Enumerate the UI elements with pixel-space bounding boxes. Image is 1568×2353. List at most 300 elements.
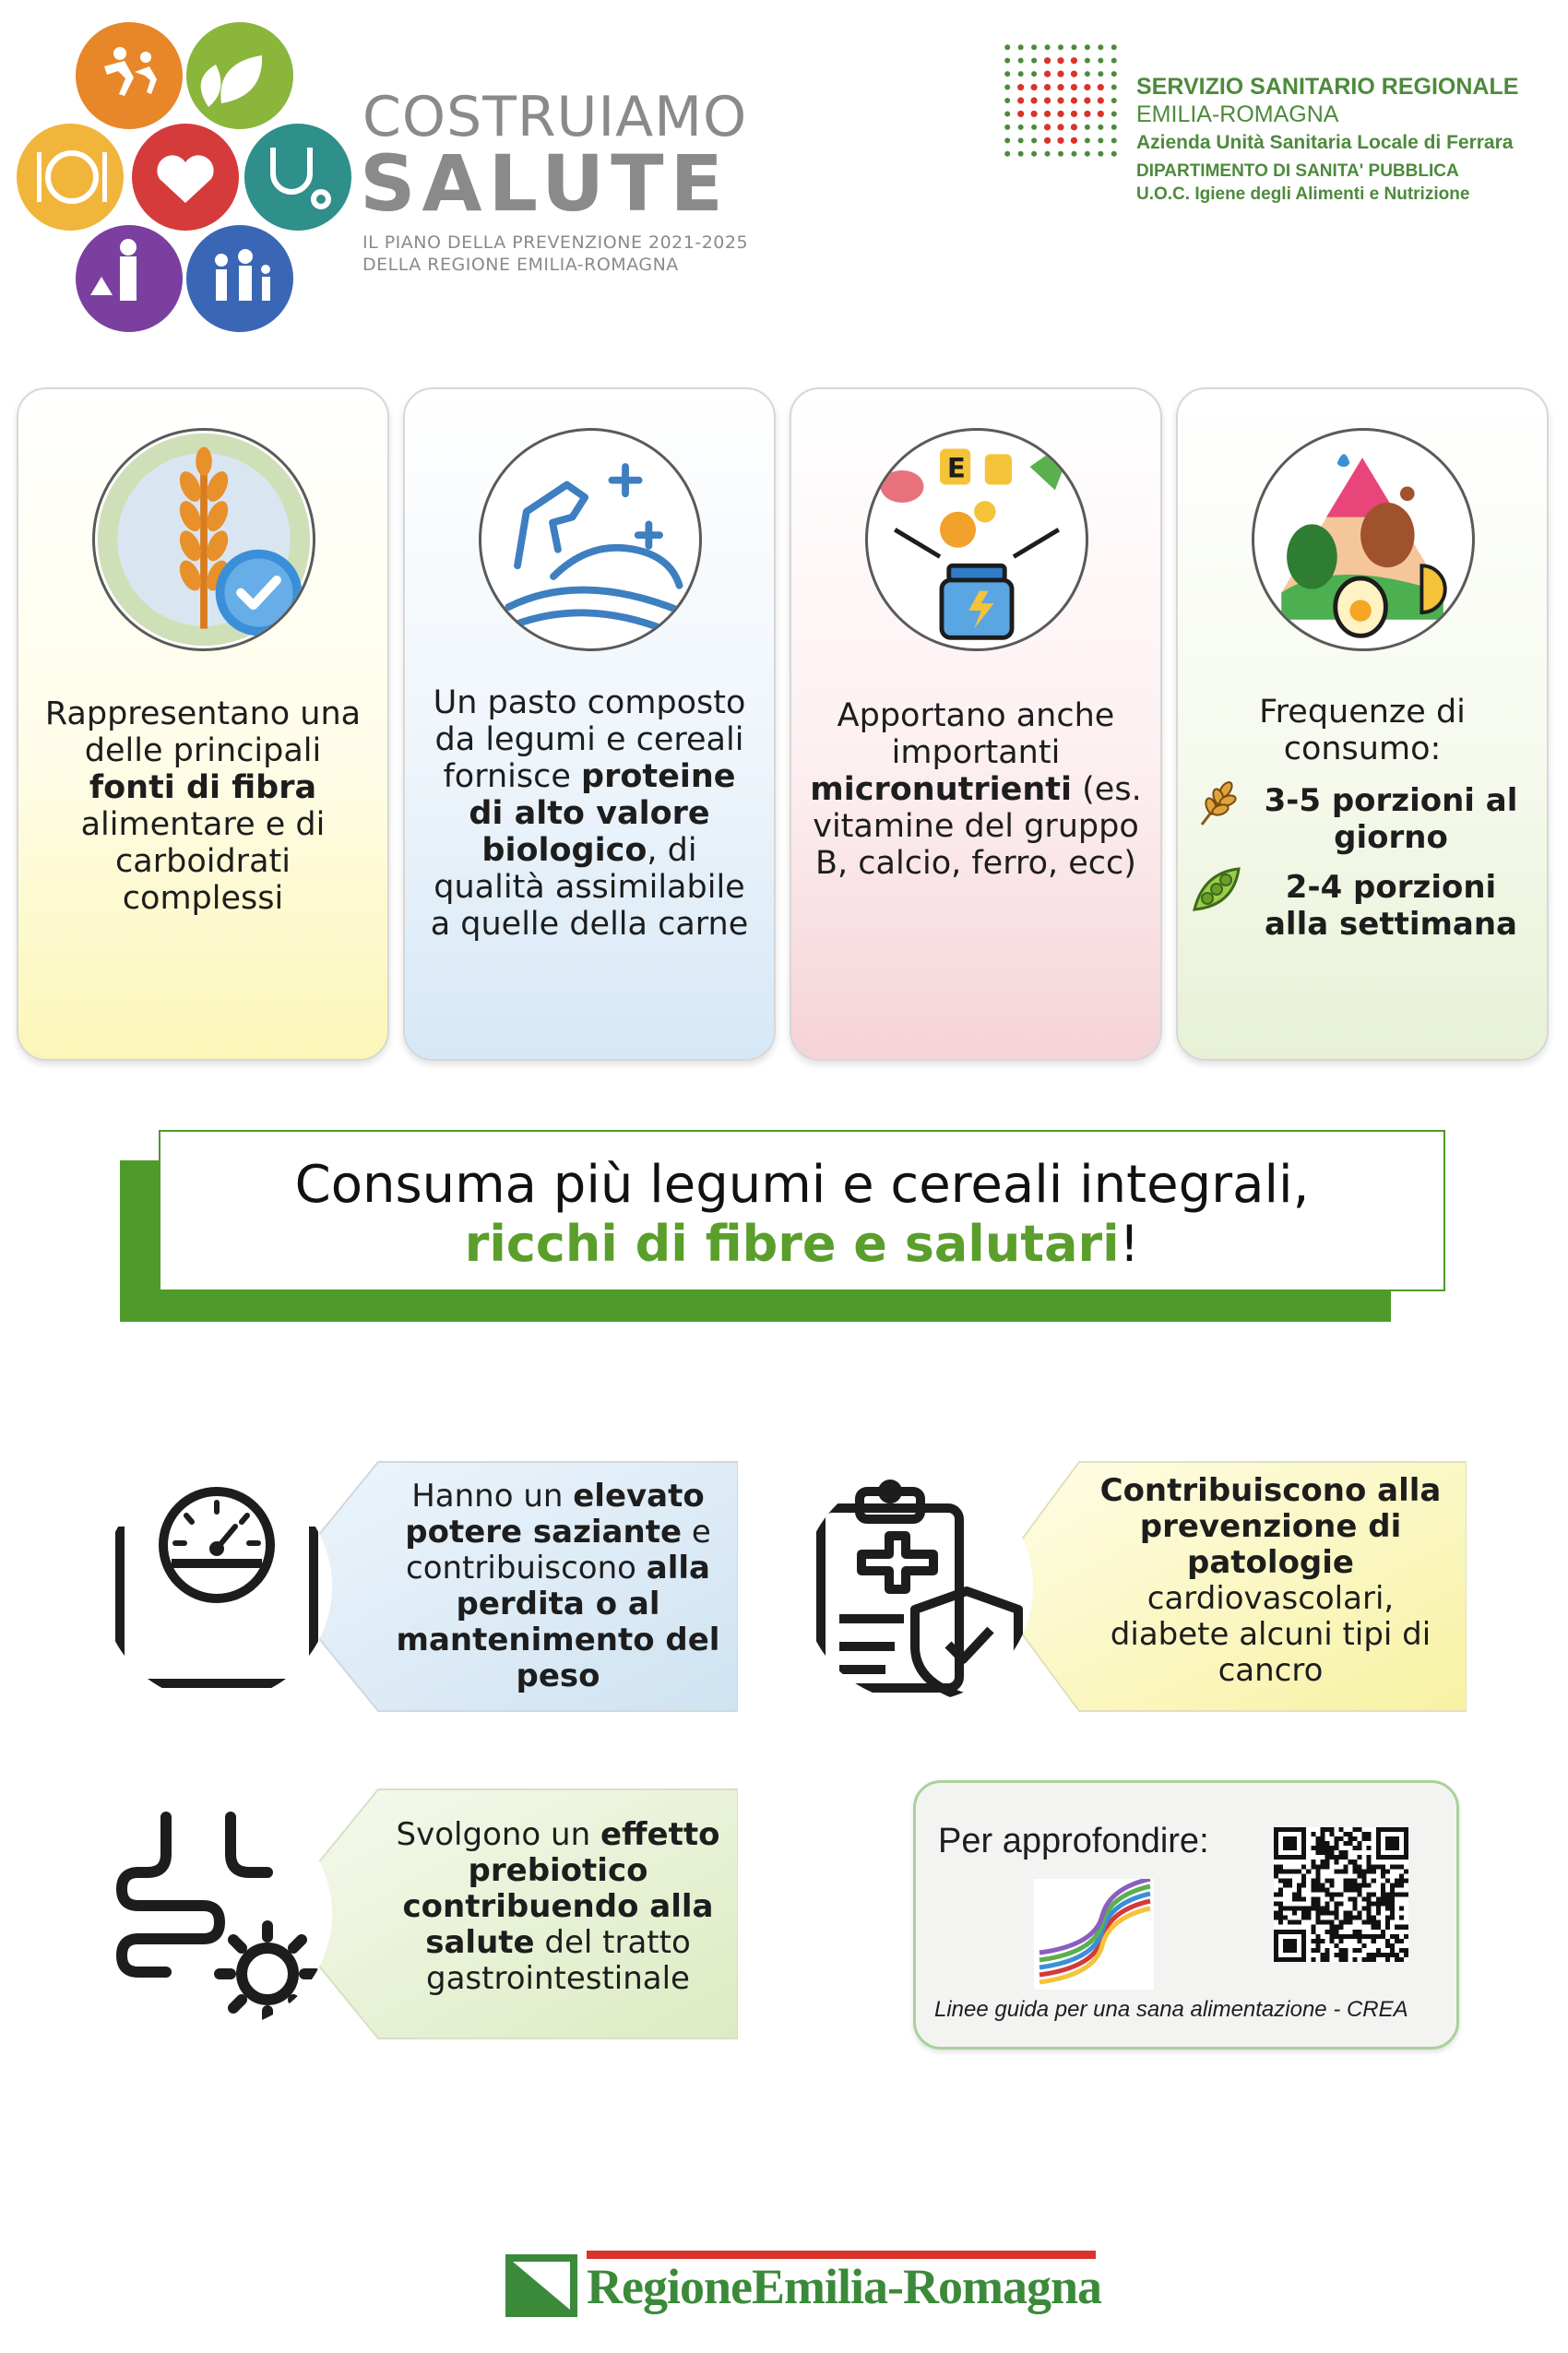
ssr-dot	[1084, 111, 1090, 117]
costruiamo-salute-logo-icon	[17, 18, 367, 332]
qr-module	[1278, 1920, 1283, 1925]
qr-module	[1385, 1916, 1390, 1920]
svg-text:E: E	[946, 452, 966, 484]
qr-module	[1292, 1892, 1297, 1896]
qr-module	[1344, 1878, 1348, 1883]
ssr-line4: DIPARTIMENTO DI SANITA' PUBBLICA	[1136, 161, 1459, 181]
qr-module	[1324, 1953, 1329, 1957]
qr-module	[1315, 1887, 1320, 1892]
qr-code-icon[interactable]	[1274, 1827, 1408, 1962]
qr-module	[1278, 1864, 1283, 1869]
qr-module	[1385, 1897, 1390, 1902]
qr-module	[1283, 1916, 1288, 1920]
card-fibre-text: Rappresentano una delle principali fonti di fibra alimentare e di carboidrati complessi	[44, 695, 362, 917]
ssr-dot	[1071, 44, 1076, 50]
ssr-dot	[1071, 124, 1077, 130]
qr-module	[1324, 1911, 1329, 1916]
ssr-dot	[1057, 111, 1063, 117]
qr-module	[1390, 1887, 1395, 1892]
qr-module	[1315, 1948, 1320, 1953]
qr-module	[1311, 1878, 1315, 1883]
qr-module	[1334, 1930, 1338, 1934]
qr-module	[1344, 1916, 1348, 1920]
qr-module	[1311, 1864, 1315, 1869]
qr-module	[1390, 1953, 1395, 1957]
qr-module	[1292, 1907, 1297, 1911]
qr-module	[1283, 1883, 1288, 1887]
qr-module	[1395, 1939, 1399, 1943]
qr-module	[1381, 1864, 1385, 1869]
qr-module	[1358, 1883, 1362, 1887]
qr-module	[1353, 1902, 1358, 1907]
ssr-dot	[1111, 137, 1117, 143]
qr-module	[1338, 1902, 1343, 1907]
ssr-dot	[1057, 124, 1063, 130]
qr-module	[1390, 1883, 1395, 1887]
ssr-dot	[1111, 85, 1117, 90]
ssr-dot	[1031, 97, 1038, 103]
ssr-dot	[1071, 57, 1077, 64]
ssr-dot	[1031, 71, 1037, 77]
qr-module	[1315, 1911, 1320, 1916]
qr-module	[1301, 1907, 1306, 1911]
brand-title-line2: SALUTE	[360, 138, 730, 229]
qr-module	[1390, 1934, 1395, 1939]
ssr-dot	[1111, 71, 1117, 77]
qr-module	[1324, 1920, 1329, 1925]
qr-module	[1348, 1887, 1353, 1892]
qr-module	[1320, 1864, 1324, 1869]
more-info-title: Per approfondire:	[938, 1822, 1209, 1860]
freq-legumes-text: 2-4 porzioni alla settimana	[1264, 869, 1517, 943]
qr-module	[1334, 1934, 1338, 1939]
qr-module	[1390, 1916, 1395, 1920]
qr-module	[1301, 1883, 1306, 1887]
qr-module	[1399, 1892, 1404, 1896]
qr-module	[1344, 1841, 1348, 1846]
qr-module	[1338, 1957, 1343, 1962]
ssr-line3: Azienda Unità Sanitaria Locale di Ferrara	[1136, 132, 1514, 153]
qr-module	[1372, 1957, 1376, 1962]
qr-module	[1301, 1878, 1306, 1883]
qr-module	[1329, 1878, 1334, 1883]
ssr-dot	[1031, 151, 1037, 157]
ssr-dot	[1085, 44, 1090, 50]
qr-module	[1358, 1939, 1362, 1943]
card-frequency-title: Frequenze di consumo:	[1259, 694, 1466, 767]
qr-module	[1320, 1907, 1324, 1911]
ssr-dot	[1004, 44, 1010, 50]
qr-module	[1306, 1916, 1311, 1920]
freq-cereals-text: 3-5 porzioni al giorno	[1264, 782, 1518, 856]
ssr-dot	[1111, 44, 1117, 50]
qr-module	[1358, 1916, 1362, 1920]
qr-module	[1353, 1957, 1358, 1962]
qr-module	[1324, 1907, 1329, 1911]
qr-module	[1274, 1916, 1278, 1920]
qr-module	[1315, 1864, 1320, 1869]
qr-module	[1324, 1846, 1329, 1850]
qr-module	[1344, 1850, 1348, 1855]
ssr-dot	[1098, 84, 1104, 90]
qr-module	[1381, 1887, 1385, 1892]
qr-module	[1404, 1878, 1408, 1883]
qr-module	[1367, 1846, 1372, 1850]
qr-module	[1320, 1883, 1324, 1887]
qr-module	[1297, 1897, 1301, 1902]
qr-module	[1362, 1836, 1367, 1841]
qr-module	[1381, 1873, 1385, 1878]
qr-module	[1334, 1869, 1338, 1873]
ssr-dot	[1084, 97, 1090, 103]
qr-module	[1334, 1907, 1338, 1911]
qr-module	[1344, 1911, 1348, 1916]
banner-line2-highlight: ricchi di fibre e salutari	[464, 1215, 1120, 1273]
qr-module	[1324, 1892, 1329, 1896]
qr-module	[1338, 1948, 1343, 1953]
qr-module	[1320, 1827, 1324, 1832]
qr-module	[1338, 1836, 1343, 1841]
qr-module	[1395, 1925, 1399, 1930]
benefit-prevention	[802, 1453, 1467, 1720]
brand-subtitle-line1: IL PIANO DELLA PREVENZIONE 2021-2025	[362, 232, 749, 253]
qr-module	[1385, 1878, 1390, 1883]
qr-module	[1315, 1943, 1320, 1948]
qr-module	[1381, 1953, 1385, 1957]
qr-module	[1395, 1934, 1399, 1939]
ssr-dot	[1031, 44, 1037, 50]
qr-module	[1334, 1841, 1338, 1846]
main-message-banner	[159, 1130, 1445, 1291]
qr-module	[1324, 1850, 1329, 1855]
qr-module	[1329, 1934, 1334, 1939]
qr-module	[1315, 1841, 1320, 1846]
ssr-dot	[1031, 111, 1038, 117]
qr-module	[1344, 1953, 1348, 1957]
qr-module	[1324, 1841, 1329, 1846]
qr-module	[1334, 1916, 1338, 1920]
qr-finder-module	[1283, 1939, 1297, 1953]
qr-module	[1315, 1902, 1320, 1907]
qr-module	[1315, 1873, 1320, 1878]
qr-module	[1288, 1869, 1292, 1873]
qr-module	[1288, 1883, 1292, 1887]
qr-module	[1404, 1934, 1408, 1939]
benefit-weight	[101, 1453, 738, 1720]
qr-module	[1399, 1873, 1404, 1878]
qr-module	[1283, 1878, 1288, 1883]
qr-module	[1324, 1902, 1329, 1907]
card-micronutrients-text: Apportano anche importanti micronutrienti (es. vitamine del gruppo B, calcio, ferro, ecc)	[810, 697, 1142, 882]
banner-line1: Consuma più legumi e cereali integrali,	[294, 1155, 1310, 1215]
qr-module	[1372, 1916, 1376, 1920]
qr-module	[1376, 1925, 1381, 1930]
ssr-dot	[1071, 84, 1077, 90]
banner-line2	[160, 1215, 1443, 1274]
qr-module	[1358, 1934, 1362, 1939]
qr-module	[1344, 1855, 1348, 1860]
qr-module	[1311, 1832, 1315, 1836]
qr-module	[1381, 1892, 1385, 1896]
qr-module	[1353, 1869, 1358, 1873]
qr-module	[1315, 1939, 1320, 1943]
qr-module	[1404, 1869, 1408, 1873]
qr-module	[1320, 1836, 1324, 1841]
qr-module	[1274, 1911, 1278, 1916]
qr-module	[1385, 1925, 1390, 1930]
food-pyramid-icon	[1252, 428, 1475, 651]
qr-module	[1404, 1925, 1408, 1930]
qr-module	[1367, 1934, 1372, 1939]
ssr-dot	[1044, 57, 1051, 64]
ssr-dot	[1058, 44, 1063, 50]
ssr-dot	[1111, 58, 1117, 64]
ssr-dot	[1111, 98, 1117, 103]
qr-module	[1367, 1860, 1372, 1864]
qr-module	[1353, 1846, 1358, 1850]
qr-module	[1306, 1869, 1311, 1873]
qr-module	[1376, 1948, 1381, 1953]
ssr-dot	[1018, 71, 1024, 77]
qr-module	[1329, 1832, 1334, 1836]
qr-module	[1367, 1916, 1372, 1920]
qr-module	[1278, 1907, 1283, 1911]
ssr-dot	[1044, 71, 1051, 77]
ssr-dot	[1098, 125, 1103, 130]
qr-module	[1338, 1939, 1343, 1943]
guidelines-cover-image-icon[interactable]	[1034, 1879, 1154, 1990]
qr-module	[1301, 1897, 1306, 1902]
qr-module	[1390, 1943, 1395, 1948]
qr-finder-module	[1385, 1836, 1399, 1850]
qr-module	[1348, 1860, 1353, 1864]
qr-module	[1320, 1860, 1324, 1864]
qr-module	[1311, 1860, 1315, 1864]
qr-module	[1320, 1957, 1324, 1962]
qr-module	[1344, 1920, 1348, 1925]
qr-module	[1385, 1943, 1390, 1948]
more-info-caption: Linee guida per una sana alimentazione - CREA	[934, 1997, 1408, 2022]
qr-module	[1329, 1827, 1334, 1832]
ssr-dot	[1111, 125, 1117, 130]
qr-module	[1301, 1911, 1306, 1916]
qr-module	[1311, 1907, 1315, 1911]
qr-module	[1390, 1864, 1395, 1869]
qr-module	[1301, 1873, 1306, 1878]
qr-module	[1311, 1883, 1315, 1887]
qr-module	[1376, 1953, 1381, 1957]
qr-module	[1395, 1878, 1399, 1883]
qr-module	[1399, 1916, 1404, 1920]
card-proteins-text: Un pasto composto da legumi e cereali fornisce proteine di alto valore biologico, di qualità assimilabile a quelle della carne	[430, 684, 749, 943]
qr-module	[1334, 1911, 1338, 1916]
qr-module	[1395, 1864, 1399, 1869]
qr-module	[1324, 1930, 1329, 1934]
ssr-dot	[1018, 125, 1024, 130]
qr-module	[1353, 1916, 1358, 1920]
ssr-dot	[1085, 125, 1090, 130]
qr-module	[1390, 1902, 1395, 1907]
qr-module	[1348, 1832, 1353, 1836]
ssr-dot	[1017, 84, 1024, 90]
qr-module	[1353, 1883, 1358, 1887]
qr-module	[1278, 1869, 1283, 1873]
qr-module	[1334, 1953, 1338, 1957]
qr-module	[1311, 1846, 1315, 1850]
qr-module	[1381, 1934, 1385, 1939]
qr-module	[1329, 1911, 1334, 1916]
qr-module	[1283, 1869, 1288, 1873]
qr-module	[1372, 1920, 1376, 1925]
qr-module	[1372, 1878, 1376, 1883]
qr-module	[1353, 1827, 1358, 1832]
qr-module	[1324, 1864, 1329, 1869]
qr-module	[1367, 1836, 1372, 1841]
qr-module	[1353, 1864, 1358, 1869]
qr-module	[1324, 1827, 1329, 1832]
qr-module	[1278, 1911, 1283, 1916]
qr-module	[1348, 1911, 1353, 1916]
qr-module	[1348, 1883, 1353, 1887]
qr-module	[1278, 1892, 1283, 1896]
qr-module	[1288, 1878, 1292, 1883]
clipboard-shield-icon	[802, 1471, 1033, 1702]
qr-module	[1320, 1953, 1324, 1957]
qr-module	[1324, 1878, 1329, 1883]
qr-module	[1353, 1897, 1358, 1902]
card-proteins	[403, 387, 776, 1061]
ssr-dot	[1071, 137, 1077, 144]
qr-module	[1399, 1878, 1404, 1883]
qr-module	[1390, 1948, 1395, 1953]
qr-module	[1358, 1887, 1362, 1892]
ssr-line2: EMILIA-ROMAGNA	[1136, 101, 1339, 127]
qr-module	[1329, 1930, 1334, 1934]
qr-module	[1390, 1911, 1395, 1916]
ssr-dot	[1004, 111, 1010, 116]
qr-module	[1329, 1925, 1334, 1930]
qr-module	[1274, 1902, 1278, 1907]
qr-module	[1362, 1878, 1367, 1883]
qr-module	[1288, 1907, 1292, 1911]
qr-module	[1381, 1883, 1385, 1887]
qr-module	[1348, 1836, 1353, 1841]
qr-module	[1376, 1911, 1381, 1916]
qr-module	[1338, 1925, 1343, 1930]
ssr-dot	[1031, 58, 1037, 64]
qr-finder-module	[1283, 1836, 1297, 1850]
qr-module	[1376, 1902, 1381, 1907]
ssr-dot	[1085, 137, 1090, 143]
qr-module	[1358, 1873, 1362, 1878]
qr-module	[1324, 1948, 1329, 1953]
qr-module	[1324, 1855, 1329, 1860]
ssr-dot	[1044, 124, 1051, 130]
qr-module	[1348, 1841, 1353, 1846]
card-frequency	[1176, 387, 1549, 1061]
qr-module	[1320, 1832, 1324, 1836]
ssr-dot	[1071, 111, 1077, 117]
ssr-dot	[1098, 71, 1103, 77]
qr-module	[1362, 1943, 1367, 1948]
qr-module	[1274, 1873, 1278, 1878]
ssr-dot	[1004, 58, 1010, 64]
qr-module	[1315, 1907, 1320, 1911]
qr-module	[1348, 1934, 1353, 1939]
footer-logo-text: RegioneEmilia-Romagna	[587, 2259, 1101, 2314]
ssr-dot	[1004, 151, 1010, 157]
qr-module	[1385, 1957, 1390, 1962]
qr-module	[1372, 1939, 1376, 1943]
ssr-dot	[1057, 137, 1063, 144]
ssr-dot	[1098, 151, 1103, 157]
ssr-dot	[1018, 58, 1024, 64]
qr-module	[1320, 1841, 1324, 1846]
qr-module	[1288, 1920, 1292, 1925]
qr-module	[1381, 1897, 1385, 1902]
ssr-dot	[1085, 151, 1090, 157]
wheat-small-icon	[1191, 777, 1244, 830]
ssr-dot	[1018, 137, 1024, 143]
qr-module	[1381, 1902, 1385, 1907]
ssr-dot	[1098, 137, 1103, 143]
qr-module	[1344, 1957, 1348, 1962]
qr-module	[1320, 1911, 1324, 1916]
qr-module	[1344, 1832, 1348, 1836]
qr-module	[1367, 1920, 1372, 1925]
qr-module	[1315, 1920, 1320, 1925]
qr-module	[1334, 1855, 1338, 1860]
qr-module	[1390, 1897, 1395, 1902]
qr-module	[1367, 1957, 1372, 1962]
qr-module	[1329, 1855, 1334, 1860]
qr-module	[1320, 1920, 1324, 1925]
qr-module	[1292, 1911, 1297, 1916]
qr-module	[1358, 1911, 1362, 1916]
qr-module	[1353, 1836, 1358, 1841]
qr-module	[1358, 1869, 1362, 1873]
qr-module	[1311, 1897, 1315, 1902]
qr-module	[1399, 1907, 1404, 1911]
qr-module	[1320, 1887, 1324, 1892]
qr-module	[1372, 1934, 1376, 1939]
ssr-dot	[1004, 85, 1010, 90]
qr-module	[1367, 1864, 1372, 1869]
qr-module	[1344, 1869, 1348, 1873]
qr-module	[1338, 1892, 1343, 1896]
ssr-dot	[1098, 97, 1104, 103]
qr-module	[1381, 1869, 1385, 1873]
qr-module	[1385, 1953, 1390, 1957]
qr-module	[1334, 1836, 1338, 1841]
qr-module	[1367, 1897, 1372, 1902]
qr-module	[1395, 1953, 1399, 1957]
qr-module	[1348, 1916, 1353, 1920]
ssr-dot	[1071, 151, 1076, 157]
qr-module	[1311, 1957, 1315, 1962]
qr-module	[1362, 1832, 1367, 1836]
qr-module	[1297, 1920, 1301, 1925]
scale-icon	[101, 1471, 332, 1702]
ssr-dot	[1098, 111, 1104, 117]
qr-module	[1311, 1887, 1315, 1892]
ssr-dot	[1031, 137, 1037, 143]
qr-module	[1315, 1846, 1320, 1850]
ssr-line1: SERVIZIO SANITARIO REGIONALE	[1136, 74, 1519, 100]
benefit-weight-text: Hanno un elevato potere saziante e contribuiscono alla perdita o al mantenimento del peso	[396, 1478, 720, 1694]
qr-module	[1358, 1864, 1362, 1869]
qr-module	[1367, 1907, 1372, 1911]
